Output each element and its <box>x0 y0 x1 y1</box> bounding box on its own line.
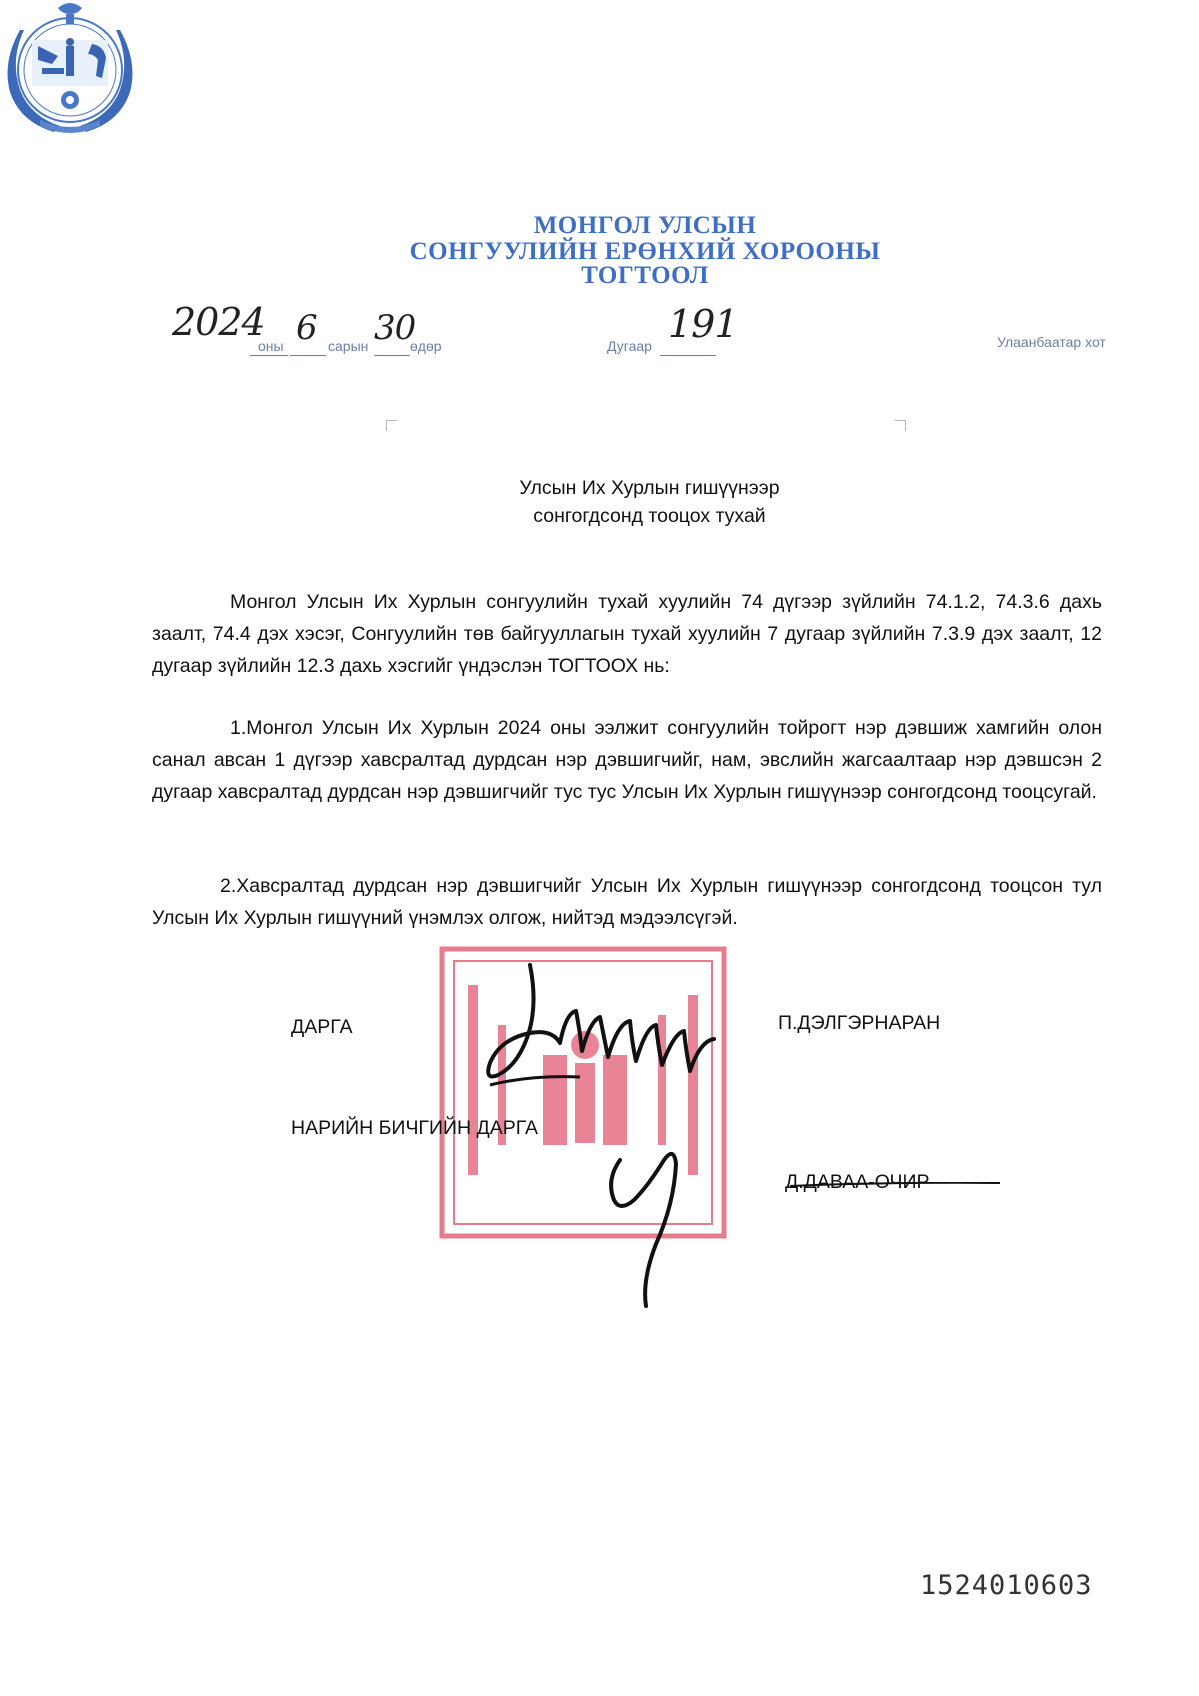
chair-signature <box>470 955 780 1110</box>
header-line-2: СОНГУУЛИЙН ЕРӨНХИЙ ХОРООНЫ <box>409 238 881 265</box>
number-label: Дугаар <box>607 338 652 354</box>
chair-title: ДАРГА <box>291 1016 353 1038</box>
document-title-line-1: Улсын Их Хурлын гишүүнээр <box>519 477 780 499</box>
date-month: 6 <box>296 308 317 348</box>
day-underline <box>374 355 410 356</box>
secretary-name: Д.ДАВАА-ОЧИР <box>785 1171 930 1193</box>
resolution-item-2: 2.Хавсралтад дурдсан нэр дэвшигчийг Улсын Их Хурлын гишүүнээр сонгогдсонд тооцсон тул Улсын Их Хурлын гишүүний үнэмлэх олгож, нийтэд мэдээлсүгэй. <box>152 875 1102 929</box>
month-suffix: сарын <box>328 338 369 354</box>
date-day: 30 <box>374 308 416 348</box>
preamble-paragraph: Монгол Улсын Их Хурлын сонгуулийн тухай хуулийн 74 дүгээр зүйлийн 74.1.2, 74.3.6 дахь заалт, 74.4 дэх хэсэг, Сонгуулийн төв байгууллагын тухай хуулийн 7 дугаар зүйлийн 7.3.9 дэх заалт, 12 дугаар зүйлийн 12.3 дахь хэсгийг үндэслэн ТОГТООХ нь: <box>152 591 1102 677</box>
document-serial-number: 1524010603 <box>920 1570 1093 1601</box>
year-underline <box>250 355 288 356</box>
header-line-3: ТОГТООЛ <box>581 262 709 289</box>
number-underline <box>660 355 716 356</box>
month-underline <box>290 355 326 356</box>
day-suffix: өдөр <box>410 338 442 354</box>
state-emblem-icon <box>0 0 140 150</box>
document-title-line-2: сонгогдсонд тооцох тухай <box>533 505 766 527</box>
resolution-item-1: 1.Монгол Улсын Их Хурлын 2024 оны ээлжит сонгуулийн тойрогт нэр дэвшиж хамгийн олон санал авсан 1 дүгээр хавсралтад дурдсан нэр дэвшигчийг, нам, эвслийн жагсаалтаар нэр дэвшсэн 2 дугаар хавсралтад дурдсан нэр дэвшигчийг тус тус Улсын Их Хурлын гишүүнээр сонгогдсонд тооцсугай. <box>152 717 1102 803</box>
corner-mark-left <box>386 420 397 431</box>
secretary-signature <box>600 1120 720 1310</box>
header-line-1: МОНГОЛ УЛСЫН <box>533 212 757 239</box>
city-label: Улаанбаатар хот <box>997 334 1106 350</box>
chair-name: П.ДЭЛГЭРНАРАН <box>778 1012 941 1034</box>
corner-mark-right <box>895 420 906 431</box>
date-year: 2024 <box>172 300 265 344</box>
resolution-number: 191 <box>668 302 738 346</box>
year-suffix: оны <box>258 338 284 354</box>
signature-stroke <box>790 1182 1000 1188</box>
secretary-title: НАРИЙН БИЧГИЙН ДАРГА <box>291 1117 539 1139</box>
